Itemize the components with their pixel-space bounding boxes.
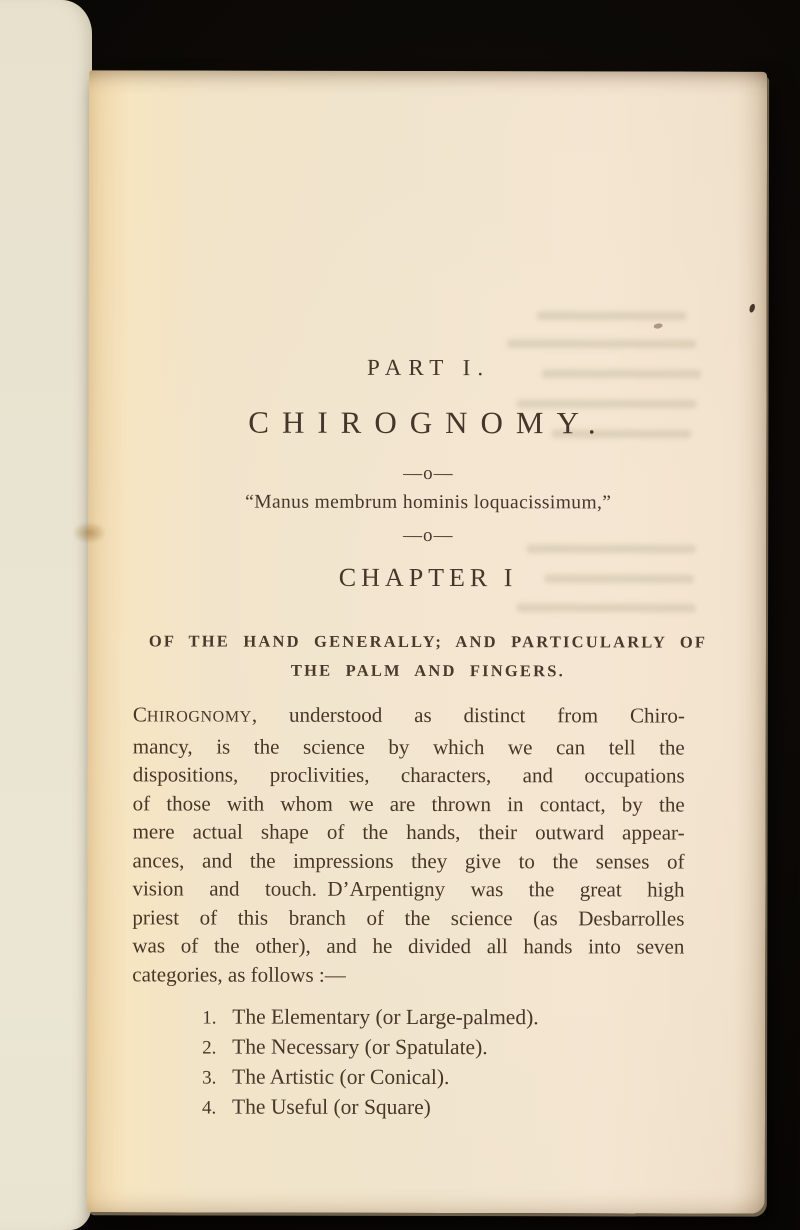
left-page-edge — [0, 0, 92, 1230]
ink-speck — [748, 303, 756, 313]
paragraph-line: vision and touch. D’Arpentigny was the great high — [132, 876, 685, 902]
paragraph-line: mere actual shape of the hands, their outward appear- — [132, 819, 685, 845]
part-title: PART I. — [367, 354, 491, 381]
paragraph-line — [133, 700, 685, 733]
show-through-text — [516, 603, 696, 612]
list-item — [202, 1093, 682, 1124]
list-item — [202, 1033, 682, 1064]
paragraph-line: of those with whom we are thrown in contact, by the — [132, 790, 685, 817]
paragraph-line-text: , understood as distinct from Chiro- — [251, 702, 685, 728]
list-item-number: 1. — [202, 1007, 217, 1029]
paragraph-line: was of the other), and he divided all hands into seven — [132, 933, 685, 959]
chapter-subtitle-line: OF THE HAND GENERALLY; AND PARTICULARLY OF — [148, 631, 708, 652]
ornament-divider: —o— — [403, 462, 454, 485]
ink-speck — [653, 323, 663, 329]
list-item — [202, 1063, 682, 1094]
paragraph-line: categories, as follows :— — [132, 961, 346, 987]
show-through-text — [537, 311, 687, 320]
chapter-subtitle-line: THE PALM AND FINGERS. — [290, 660, 566, 681]
list-item — [202, 1003, 682, 1034]
list-item-number: 2. — [202, 1037, 217, 1059]
book-page — [87, 70, 767, 1213]
list-item-text: The Necessary (or Spatulate). — [232, 1034, 488, 1060]
list-item-text: The Artistic (or Conical). — [232, 1064, 450, 1090]
chapter-title: CHAPTER I — [338, 562, 518, 593]
paragraph-line: mancy, is the science by which we can tell the — [132, 733, 685, 760]
list-item-number: 3. — [202, 1067, 217, 1089]
foxing-stain — [72, 522, 110, 546]
ornament-divider: —o— — [402, 524, 454, 547]
epigraph-quote: “Manus membrum hominis loquacissimum,” — [245, 491, 612, 514]
paragraph-line: dispositions, proclivities, characters, and occupations — [132, 762, 685, 788]
chapter-subtitle — [130, 626, 726, 685]
list-item-text: The Useful (or Square) — [232, 1094, 431, 1120]
paragraph-lead-smallcaps: HIROGNOMY — [146, 708, 252, 726]
paragraph-lead-char: C — [132, 702, 147, 727]
body-paragraph — [132, 700, 685, 989]
list-item-number: 4. — [202, 1097, 217, 1119]
paragraph-line: priest of this branch of the science (as Desbarrolles — [132, 904, 685, 931]
show-through-text — [507, 339, 697, 348]
paragraph-line: ances, and the impressions they give to the senses of — [132, 847, 685, 874]
book-section-title: CHIROGNOMY. — [248, 404, 609, 441]
hand-categories-list — [202, 1003, 682, 1124]
list-item-text: The Elementary (or Large-palmed). — [232, 1004, 539, 1030]
